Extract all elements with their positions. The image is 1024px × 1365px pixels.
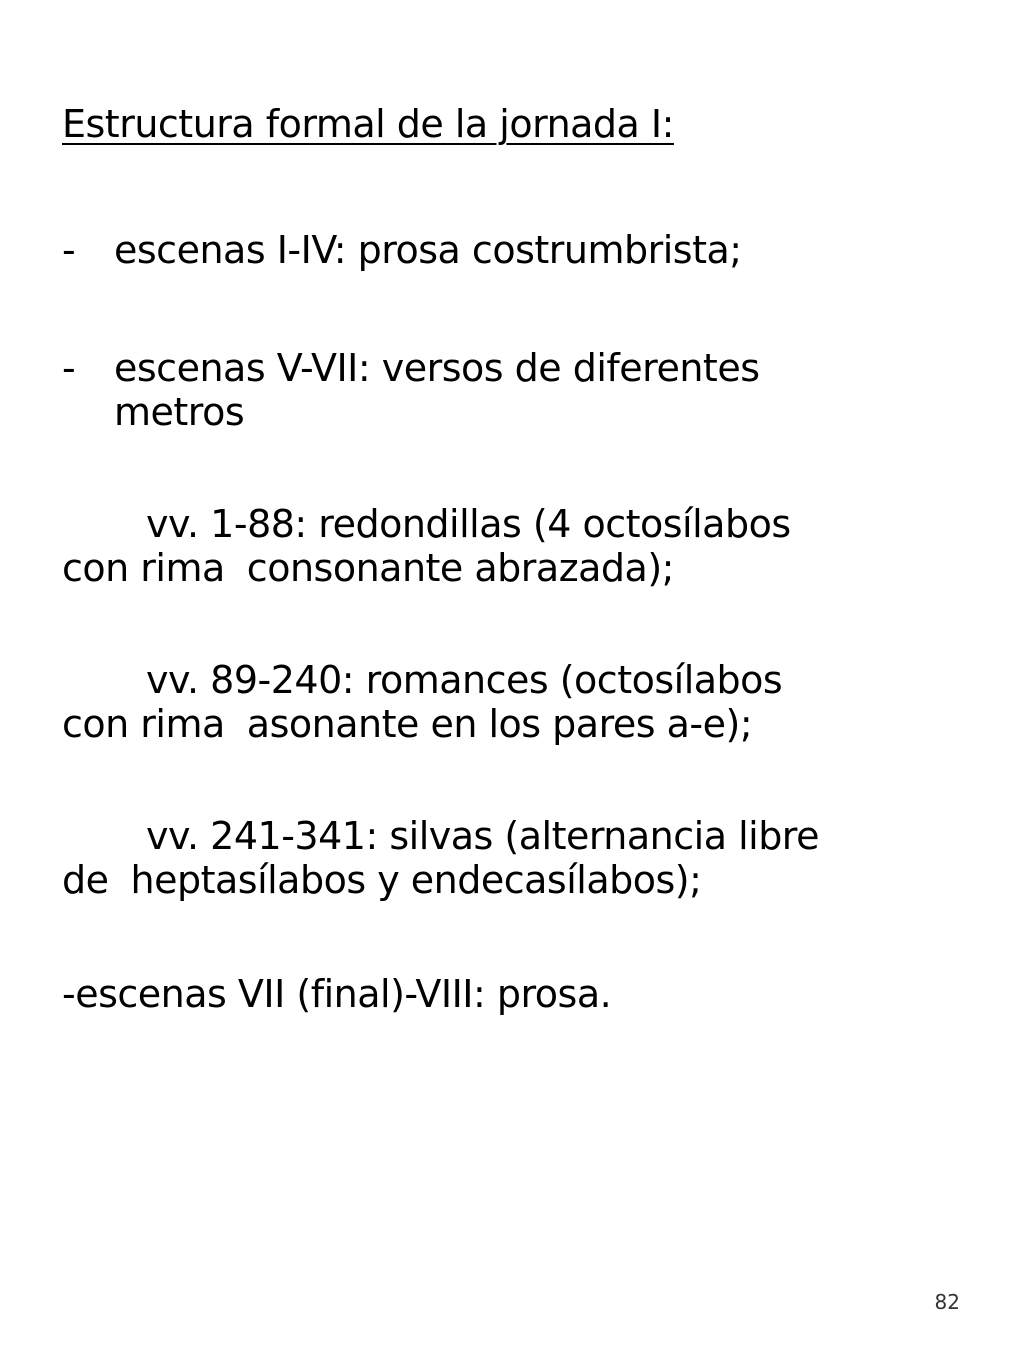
verse-redondillas-line1: vv. 1-88: redondillas (4 octosílabos <box>146 502 791 546</box>
bullet-escenas-i-iv: escenas I-IV: prosa costrumbrista; <box>114 228 742 272</box>
final-escenas-prosa: -escenas VII (final)-VIII: prosa. <box>62 972 612 1016</box>
verse-silvas-line1: vv. 241-341: silvas (alternancia libre <box>146 814 819 858</box>
page-number: 82 <box>934 1290 960 1314</box>
verse-redondillas-line2 <box>62 546 674 590</box>
verse-silvas-line2 <box>62 858 701 902</box>
verse-redondillas-line2-b: consonante abrazada); <box>246 546 674 590</box>
verse-redondillas-line2-a: con rima <box>62 546 225 590</box>
verse-romances-line1: vv. 89-240: romances (octosílabos <box>146 658 783 702</box>
verse-romances-line2 <box>62 702 752 746</box>
verse-silvas-line2-b: heptasílabos y endecasílabos); <box>130 858 702 902</box>
bullet-escenas-v-vii-line1: escenas V-VII: versos de diferentes <box>114 346 760 390</box>
bullet-marker: - <box>62 346 76 390</box>
page-title: Estructura formal de la jornada I: <box>62 102 674 146</box>
bullet-marker: - <box>62 228 76 272</box>
verse-romances-line2-b: asonante en los pares a-e); <box>246 702 753 746</box>
verse-silvas-line2-a: de <box>62 858 109 902</box>
verse-romances-line2-a: con rima <box>62 702 225 746</box>
bullet-escenas-v-vii-line2: metros <box>114 390 245 434</box>
